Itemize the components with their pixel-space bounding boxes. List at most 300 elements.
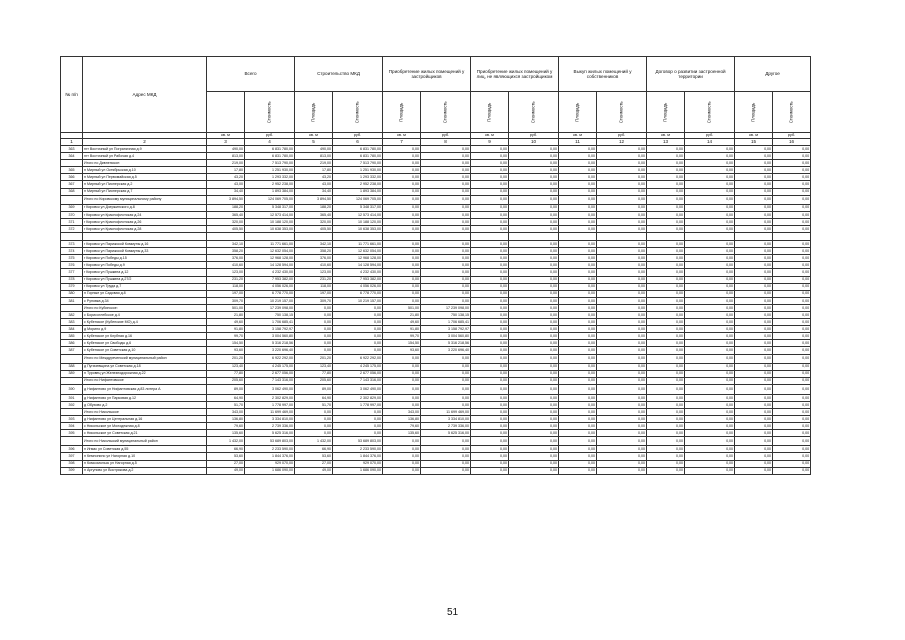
cell-value: 205,60 <box>207 377 245 384</box>
cell-value: 0,00 <box>471 304 509 311</box>
cell-value: 219,00 <box>295 160 333 167</box>
cell-value: 365,40 <box>295 211 333 218</box>
cell-value: 2 233 590,00 <box>333 446 383 453</box>
table-row <box>61 384 811 394</box>
cell-value: 0,00 <box>685 460 735 467</box>
cell-value: 0,00 <box>597 394 647 401</box>
table-row <box>61 340 811 347</box>
cell-value: 49,00 <box>207 467 245 474</box>
cell-value: 0,00 <box>647 167 685 174</box>
cell-value: 135,60 <box>383 430 421 437</box>
cell-value: 0,00 <box>735 195 773 204</box>
unit-cost: руб. <box>421 133 471 139</box>
table-row <box>61 394 811 401</box>
cell-value: 3 334 810,00 <box>245 416 295 423</box>
cell-value: 49,60 <box>207 319 245 326</box>
cell-value: 0,00 <box>647 269 685 276</box>
cell-number: 395 <box>61 430 83 437</box>
cell-value: 0,00 <box>509 248 559 255</box>
cell-value: 53 689 803,00 <box>333 437 383 446</box>
cell-value: 343,00 <box>207 409 245 416</box>
cell-value: 0,00 <box>735 401 773 408</box>
cell-value: 10 219 157,00 <box>333 297 383 304</box>
cell-value: 6 831 780,00 <box>333 153 383 160</box>
cell-value: 0,00 <box>421 188 471 195</box>
cell-value: 0,00 <box>735 354 773 363</box>
cell-value: 0,00 <box>735 255 773 262</box>
cell-value: 0,00 <box>509 423 559 430</box>
cell-value: 0,00 <box>421 276 471 283</box>
cell-value: 0,00 <box>295 409 333 416</box>
cell-value: 0,00 <box>509 153 559 160</box>
cell-value: 0,00 <box>559 188 597 195</box>
cell-value: 0,00 <box>647 290 685 297</box>
cell-value: 0,00 <box>773 333 811 340</box>
cell-value: 342,10 <box>295 241 333 248</box>
cell-value: 0,00 <box>559 262 597 269</box>
cell-value: 66,90 <box>207 446 245 453</box>
group-development: Договор о развитии застроенной территории <box>647 57 735 92</box>
cell-value: 231,20 <box>207 276 245 283</box>
group-purchase-other: Приобретение жилых помещений у лиц, не являющихся застройщиком <box>471 57 559 92</box>
cell-number: 389 <box>61 370 83 377</box>
cell-value: 0,00 <box>471 311 509 318</box>
cell-value: 0,00 <box>773 363 811 370</box>
cell-number <box>61 377 83 384</box>
cell-value: 0,00 <box>509 370 559 377</box>
cell-value: 0,00 <box>421 160 471 167</box>
cell-value: 0,00 <box>559 204 597 211</box>
cell-number: 383 <box>61 319 83 326</box>
cell-address: г Кировск ул Пушкина д.12 <box>83 269 207 276</box>
cell-value: 11 771 661,00 <box>333 241 383 248</box>
cell-value: 1 686 090,00 <box>333 467 383 474</box>
subtotal-row <box>61 437 811 446</box>
cell-value: 0,00 <box>509 446 559 453</box>
cell-value: 490,00 <box>295 146 333 153</box>
sub-cost: Стоимость <box>773 92 811 133</box>
group-construction: Строительство МКД <box>295 57 383 92</box>
cell-value: 0,00 <box>735 340 773 347</box>
unit-cost: руб. <box>333 133 383 139</box>
cell-address: с Кубенское ул Советская д.10 <box>83 347 207 354</box>
cell-value: 10 188 120,00 <box>333 218 383 225</box>
cell-value: 3 062 490,00 <box>245 384 295 394</box>
cell-value: 0,00 <box>471 347 509 354</box>
cell-value: 0,00 <box>773 460 811 467</box>
cell-value: 0,00 <box>421 248 471 255</box>
cell-value: 0,00 <box>471 188 509 195</box>
cell-value: 0,00 <box>647 430 685 437</box>
cell-value: 17,80 <box>295 167 333 174</box>
cell-value <box>207 233 245 241</box>
cell-value: 0,00 <box>421 290 471 297</box>
sub-cost: Стоимость <box>421 92 471 133</box>
cell-value: 0,00 <box>509 437 559 446</box>
cell-value: 0,00 <box>773 262 811 269</box>
cell-value: 0,00 <box>685 370 735 377</box>
cell-value: 0,00 <box>597 311 647 318</box>
cell-value: 0,00 <box>597 255 647 262</box>
cell-value: 0,00 <box>773 423 811 430</box>
cell-value <box>597 233 647 241</box>
cell-value: 0,00 <box>647 384 685 394</box>
sub-cost: Стоимость <box>333 92 383 133</box>
column-number: 8 <box>421 139 471 146</box>
cell-value: 0,00 <box>647 460 685 467</box>
unit-area: кв. м <box>735 133 773 139</box>
cell-value: 0,00 <box>647 241 685 248</box>
cell-value: 0,00 <box>509 394 559 401</box>
cell-value: 0,00 <box>647 401 685 408</box>
cell-value: 0,00 <box>597 460 647 467</box>
cell-value: 0,00 <box>471 467 509 474</box>
cell-value: 0,00 <box>509 304 559 311</box>
cell-value: 929 070,00 <box>245 460 295 467</box>
cell-value: 0,00 <box>685 146 735 153</box>
cell-value: 1 778 997,00 <box>245 401 295 408</box>
cell-address: Итого по Кубинское: <box>83 304 207 311</box>
cell-value: 0,00 <box>471 384 509 394</box>
cell-address: г Кировск ул Труда д.7 <box>83 283 207 290</box>
cell-value: 0,00 <box>685 446 735 453</box>
cell-value: 0,00 <box>735 453 773 460</box>
cell-value: 0,00 <box>333 347 383 354</box>
cell-value: 91,80 <box>383 326 421 333</box>
cell-value: 0,00 <box>685 354 735 363</box>
cell-value: 2 739 336,00 <box>245 423 295 430</box>
cell-value: 0,00 <box>773 394 811 401</box>
cell-value: 0,00 <box>383 146 421 153</box>
cell-value: 1 686 090,00 <box>245 467 295 474</box>
cell-address: д Нифантово ул Нифантовская д.83 литера А <box>83 384 207 394</box>
cell-address: п Мирный ул Пионерская д.2 <box>83 181 207 188</box>
cell-value <box>685 233 735 241</box>
column-number: 1 <box>61 139 83 146</box>
cell-value: 0,00 <box>685 225 735 232</box>
cell-value: 3 004 560,80 <box>245 333 295 340</box>
cell-value: 0,00 <box>735 153 773 160</box>
cell-value: 6 922 292,00 <box>333 354 383 363</box>
cell-value: 0,00 <box>421 218 471 225</box>
cell-value: 0,00 <box>471 255 509 262</box>
table-row <box>61 218 811 225</box>
cell-value: 0,00 <box>773 160 811 167</box>
cell-value: 0,00 <box>647 255 685 262</box>
cell-value: 0,00 <box>647 304 685 311</box>
table-row <box>61 290 811 297</box>
cell-value: 0,00 <box>685 297 735 304</box>
cell-value: 0,00 <box>559 153 597 160</box>
cell-value: 0,00 <box>421 384 471 394</box>
cell-value: 64,90 <box>295 394 333 401</box>
cell-value: 0,00 <box>421 297 471 304</box>
cell-value: 0,00 <box>333 430 383 437</box>
table-row <box>61 276 811 283</box>
cell-address: п Аргуново ул Вострякова д.2 <box>83 467 207 474</box>
cell-value: 0,00 <box>647 354 685 363</box>
cell-value: 0,00 <box>333 304 383 311</box>
cell-value: 0,00 <box>471 283 509 290</box>
cell-value: 0,00 <box>559 167 597 174</box>
cell-value: 0,00 <box>647 153 685 160</box>
cell-value: 0,00 <box>471 437 509 446</box>
cell-value: 0,00 <box>471 423 509 430</box>
cell-number <box>61 304 83 311</box>
cell-number: 368 <box>61 188 83 195</box>
sub-cost: Стоимость <box>685 92 735 133</box>
table-body <box>61 146 811 475</box>
cell-number: 367 <box>61 181 83 188</box>
column-number: 2 <box>83 139 207 146</box>
cell-value: 0,00 <box>421 204 471 211</box>
cell-value: 0,00 <box>685 384 735 394</box>
cell-value: 0,00 <box>735 460 773 467</box>
cell-value: 0,00 <box>509 467 559 474</box>
sub-area: Площадь <box>383 92 421 133</box>
cell-value: 0,00 <box>685 409 735 416</box>
cell-address: с Кубенское (Кубенские МО) д.4 <box>83 319 207 326</box>
cell-address: п Кемпонино ул Нагорная д.10 <box>83 453 207 460</box>
unit-area: кв. м <box>647 133 685 139</box>
cell-value: 0,00 <box>735 377 773 384</box>
cell-value: 0,00 <box>773 467 811 474</box>
sub-relocated-area <box>207 92 245 133</box>
column-number: 6 <box>333 139 383 146</box>
cell-value: 0,00 <box>509 340 559 347</box>
table-row <box>61 146 811 153</box>
cell-value: 154,50 <box>383 340 421 347</box>
cell-value <box>735 233 773 241</box>
cell-value: 219,00 <box>207 160 245 167</box>
cell-value: 0,00 <box>773 304 811 311</box>
cell-value: 0,00 <box>647 195 685 204</box>
cell-value: 0,00 <box>735 188 773 195</box>
cell-address: г Кировск ул Победы д.15 <box>83 255 207 262</box>
cell-value: 0,00 <box>773 370 811 377</box>
cell-value: 0,00 <box>471 446 509 453</box>
cell-value: 123,40 <box>295 363 333 370</box>
cell-value: 0,00 <box>509 160 559 167</box>
cell-value: 0,00 <box>647 160 685 167</box>
cell-number: 378 <box>61 276 83 283</box>
cell-value: 0,00 <box>421 262 471 269</box>
cell-value: 0,00 <box>597 290 647 297</box>
cell-value: 0,00 <box>735 181 773 188</box>
cell-value: 0,00 <box>597 188 647 195</box>
cell-value: 0,00 <box>509 181 559 188</box>
cell-value: 0,00 <box>471 297 509 304</box>
cell-value: 0,00 <box>295 311 333 318</box>
table-row <box>61 188 811 195</box>
cell-value: 0,00 <box>471 181 509 188</box>
cell-value: 0,00 <box>509 363 559 370</box>
cell-value: 0,00 <box>383 401 421 408</box>
cell-value: 0,00 <box>597 363 647 370</box>
cell-value: 0,00 <box>333 423 383 430</box>
cell-value: 3 220 696,40 <box>421 347 471 354</box>
cell-value: 0,00 <box>471 195 509 204</box>
cell-number: 396 <box>61 446 83 453</box>
table-row <box>61 311 811 318</box>
cell-value: 0,00 <box>559 384 597 394</box>
cell-value: 12 632 054,00 <box>245 248 295 255</box>
cell-value: 0,00 <box>509 377 559 384</box>
cell-value: 12 968 128,00 <box>333 255 383 262</box>
cell-value: 0,00 <box>685 363 735 370</box>
cell-value: 1 432,00 <box>207 437 245 446</box>
cell-value: 4 232 430,00 <box>245 269 295 276</box>
cell-value: 1 706 685,41 <box>245 319 295 326</box>
cell-address: г Кировск ул Победы д.9 <box>83 262 207 269</box>
column-number: 10 <box>509 139 559 146</box>
cell-value: 0,00 <box>383 283 421 290</box>
cell-value: 43,20 <box>295 174 333 181</box>
cell-value: 0,00 <box>509 384 559 394</box>
unit-cost: руб. <box>245 133 295 139</box>
table-row <box>61 269 811 276</box>
cell-value: 12 968 128,00 <box>245 255 295 262</box>
cell-number: 385 <box>61 333 83 340</box>
column-number: 3 <box>207 139 245 146</box>
cell-value: 0,00 <box>471 319 509 326</box>
cell-value: 0,00 <box>509 204 559 211</box>
cell-value: 188,20 <box>295 204 333 211</box>
cell-value: 0,00 <box>773 167 811 174</box>
cell-value: 0,00 <box>597 384 647 394</box>
cell-value: 0,00 <box>647 248 685 255</box>
cell-value: 0,00 <box>735 283 773 290</box>
cell-value: 0,00 <box>647 174 685 181</box>
cell-value: 0,00 <box>597 262 647 269</box>
cell-number: 372 <box>61 225 83 232</box>
cell-address: г Кировск ул Пушкина д.27/2 <box>83 276 207 283</box>
table-row <box>61 416 811 423</box>
cell-value: 0,00 <box>383 160 421 167</box>
cell-value: 0,00 <box>735 218 773 225</box>
cell-value: 1 293 332,00 <box>333 174 383 181</box>
cell-value: 0,00 <box>773 401 811 408</box>
cell-value: 0,00 <box>773 297 811 304</box>
cell-value: 5 625 316,00 <box>245 430 295 437</box>
cell-value: 0,00 <box>773 225 811 232</box>
cell-address: п Мирный ул Пионерская д.7 <box>83 188 207 195</box>
cell-address: д Нифантово ул Парковая д.12 <box>83 394 207 401</box>
cell-value: 0,00 <box>773 146 811 153</box>
table-row <box>61 467 811 474</box>
cell-value: 0,00 <box>333 340 383 347</box>
cell-value: 1 706 685,41 <box>421 319 471 326</box>
cell-value: 27,00 <box>207 460 245 467</box>
sub-area: Площадь <box>295 92 333 133</box>
sub-area: Площадь <box>471 92 509 133</box>
cell-value: 0,00 <box>735 394 773 401</box>
cell-value: 0,00 <box>559 340 597 347</box>
cell-value: 3 158 792,97 <box>245 326 295 333</box>
cell-value: 64,90 <box>207 394 245 401</box>
cell-value: 0,00 <box>559 430 597 437</box>
table-row <box>61 297 811 304</box>
cell-value: 5 625 316,00 <box>421 430 471 437</box>
sub-area: Площадь <box>647 92 685 133</box>
cell-value: 0,00 <box>685 262 735 269</box>
cell-value: 0,00 <box>685 248 735 255</box>
cell-value: 0,00 <box>685 394 735 401</box>
cell-value: 0,00 <box>509 333 559 340</box>
cell-value: 0,00 <box>647 326 685 333</box>
cell-value: 79,60 <box>207 423 245 430</box>
cell-value: 0,00 <box>685 218 735 225</box>
group-total: Всего <box>207 57 295 92</box>
cell-value: 0,00 <box>735 174 773 181</box>
unit-cost: руб. <box>685 133 735 139</box>
cell-address <box>83 233 207 241</box>
cell-value: 34,40 <box>207 188 245 195</box>
cell-value: 12 632 054,00 <box>333 248 383 255</box>
cell-value <box>471 233 509 241</box>
cell-value: 0,00 <box>685 283 735 290</box>
cell-value: 0,00 <box>383 460 421 467</box>
cell-value: 0,00 <box>383 153 421 160</box>
cell-value: 0,00 <box>471 218 509 225</box>
cell-value: 0,00 <box>383 241 421 248</box>
cell-value: 0,00 <box>559 311 597 318</box>
cell-value: 0,00 <box>597 430 647 437</box>
cell-value: 0,00 <box>421 195 471 204</box>
cell-value: 0,00 <box>471 354 509 363</box>
cell-value: 99,70 <box>207 333 245 340</box>
cell-value: 135,60 <box>207 430 245 437</box>
table-row <box>61 370 811 377</box>
cell-value: 0,00 <box>471 262 509 269</box>
cell-value: 0,00 <box>773 276 811 283</box>
cell-value <box>295 233 333 241</box>
cell-value: 813,00 <box>207 153 245 160</box>
cell-value: 0,00 <box>421 453 471 460</box>
cell-value: 1 432,00 <box>295 437 333 446</box>
cell-value: 5 316 218,56 <box>421 340 471 347</box>
cell-value: 0,00 <box>509 401 559 408</box>
cell-value: 2 302 829,00 <box>245 394 295 401</box>
cell-value: 0,00 <box>421 146 471 153</box>
cell-value: 750 138,15 <box>245 311 295 318</box>
cell-value: 0,00 <box>471 377 509 384</box>
cell-address: Итого по Кировскому муниципальному району <box>83 195 207 204</box>
cell-value: 0,00 <box>735 319 773 326</box>
cell-value: 77,80 <box>295 370 333 377</box>
cell-value: 5 348 317,00 <box>245 204 295 211</box>
cell-value: 0,00 <box>559 248 597 255</box>
cell-number: 366 <box>61 174 83 181</box>
cell-value: 0,00 <box>685 153 735 160</box>
cell-value: 0,00 <box>597 218 647 225</box>
cell-value <box>383 233 421 241</box>
cell-number: 384 <box>61 326 83 333</box>
cell-value: 43,00 <box>295 181 333 188</box>
cell-number: 370 <box>61 211 83 218</box>
cell-value: 0,00 <box>383 262 421 269</box>
table-row <box>61 446 811 453</box>
cell-value: 0,00 <box>647 453 685 460</box>
cell-number: 393 <box>61 416 83 423</box>
subtotal-row <box>61 160 811 167</box>
cell-value: 0,00 <box>647 311 685 318</box>
cell-value: 0,00 <box>735 248 773 255</box>
cell-value: 0,00 <box>597 153 647 160</box>
cell-address: д Нифантово ул Центральная д.16 <box>83 416 207 423</box>
cell-value: 0,00 <box>295 347 333 354</box>
cell-value: 0,00 <box>383 394 421 401</box>
